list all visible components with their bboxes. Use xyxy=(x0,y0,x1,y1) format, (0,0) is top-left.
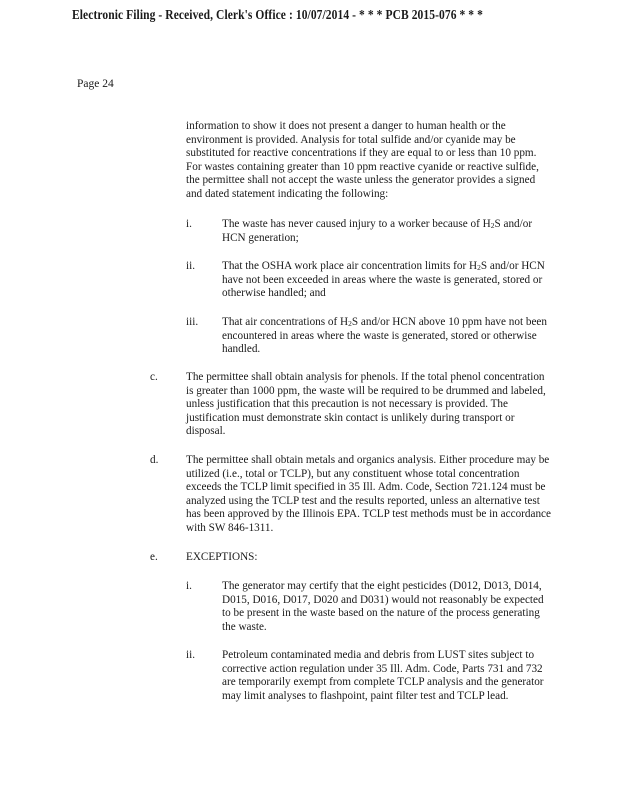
section-e-label: e. xyxy=(150,551,158,563)
section-d-text: The permittee shall obtain metals and organics analysis. Either procedure may be utilized (i.e., total or TCLP), but any constituent whose total concentration exceeds the TCLP limit specified in 35 Ill. Adm. Code, Section 721.124 must be analyzed using the TCLP test and the results reported, unless an alternative test has been approved by the Illinois EPA. TCLP test methods must be in accordance with SW 846-1311. xyxy=(186,454,551,534)
exception-item-text: The generator may certify that the eight pesticides (D012, D013, D014, D015, D016, D017, D020 and D031) would not reasonably be expected to be present in the waste based on the nature of the process generating the waste. xyxy=(222,580,544,633)
statement-item-label: ii. xyxy=(186,260,196,272)
statement-item-label: i. xyxy=(186,218,192,230)
page-number: Page 24 xyxy=(77,78,114,90)
statement-item-text: The waste has never caused injury to a worker because of $H_2S$ and/or HCN generation; xyxy=(222,218,533,244)
section-c-label: c. xyxy=(150,371,158,383)
exception-item-text: Petroleum contaminated media and debris from LUST sites subject to corrective action regulation under 35 Ill. Adm. Code, Parts 731 and 732 are temporarily exempt from complete TCLP analysis and the generator may limit analyses to flashpoint, paint filter test and TCLP lead. xyxy=(222,649,544,702)
filing-header: Electronic Filing - Received, Clerk's Office : 10/07/2014 - * * * PCB 2015-076 * * * xyxy=(72,7,483,22)
section-e-heading: EXCEPTIONS: xyxy=(186,551,258,563)
exception-item-label: i. xyxy=(186,580,192,592)
statement-item-text: That air concentrations of $H_2S$ and/or HCN above 10 ppm have not been encountered in areas where the waste is generated, stored or otherwise handled. xyxy=(222,316,547,355)
statement-item-label: iii. xyxy=(186,316,199,328)
statement-item-text: That the OSHA work place air concentration limits for $H_2S$ and/or HCN have not been exceeded in areas where the waste is generated, stored or otherwise handled; and xyxy=(222,260,545,299)
section-d-label: d. xyxy=(150,454,159,466)
section-c-text: The permittee shall obtain analysis for phenols. If the total phenol concentration is greater than 1000 ppm, the waste will be required to be drummed and labeled, unless justification that this precaution is not necessary is provided. The justification must demonstrate skin contact is unlikely during transport or disposal. xyxy=(186,371,546,437)
exception-item-label: ii. xyxy=(186,649,196,661)
opening-paragraph: information to show it does not present a danger to human health or the environment is provided. Analysis for total sulfide and/or cyanide may be substituted for reactive concentrations if they are equal to or less than 10 ppm. For wastes containing greater than 10 ppm reactive cyanide or reactive sulfide, the permittee shall not accept the waste unless the generator provides a signed and dated statement indicating the following: xyxy=(186,120,539,200)
